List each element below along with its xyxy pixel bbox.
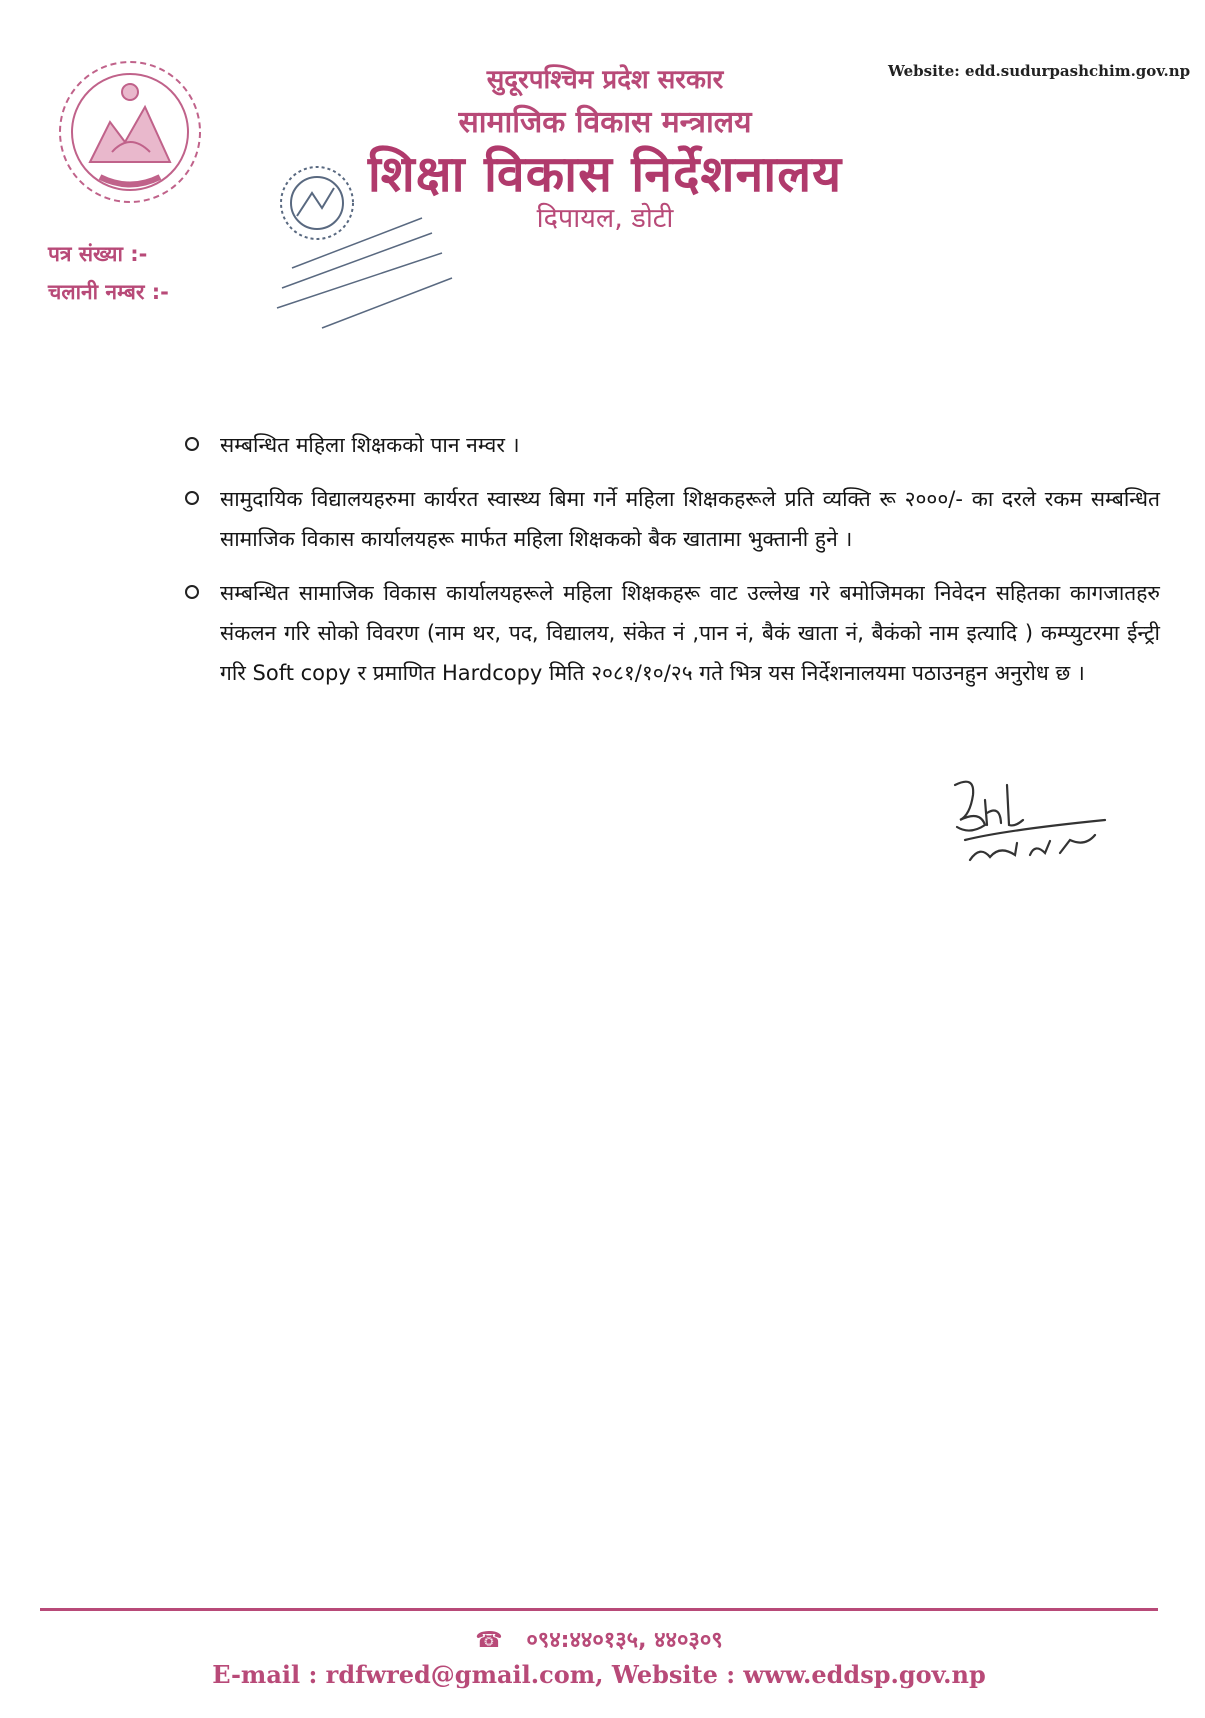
circle-bullet-icon bbox=[185, 437, 199, 451]
footer-phone-number: ०९४:४४०१३५, ४४०३०९ bbox=[526, 1628, 723, 1653]
list-item-text: सम्बन्धित महिला शिक्षकको पान नम्वर । bbox=[220, 433, 520, 457]
list-item-text: सम्बन्धित सामाजिक विकास कार्यालयहरूले महिला शिक्षकहरू वाट उल्लेख गरे बमोजिमका निवेदन सहितका कागजातहरु संकलन गरि सोको विवरण (नाम थर, पद, विद्यालय, संकेत नं ,पान नं, बैकं खाता नं, बैकंको नाम इत्यादि ) कम्प्युटरमा ईन्ट्री गरि Soft copy र प्रमाणित Hardcopy मिति २०८१/१०/२५ गते भित्र यस निर्देशनालयमा पठाउनहुन अनुरोध छ । bbox=[220, 581, 1160, 685]
reference-number-label: पत्र संख्या :- bbox=[48, 242, 148, 266]
footer-divider bbox=[40, 1608, 1158, 1611]
footer-phone bbox=[40, 1624, 1158, 1654]
letterhead-ministry: सामाजिक विकास मन्त्रालय bbox=[458, 105, 752, 140]
dispatch-number-label: चलानी नम्बर :- bbox=[48, 280, 169, 304]
nepal-government-emblem-icon bbox=[50, 52, 210, 212]
letterhead-directorate: शिक्षा विकास निर्देशनालय bbox=[367, 145, 843, 203]
circle-bullet-icon bbox=[185, 491, 199, 505]
footer-contact: E-mail : rdfwred@gmail.com, Website : www.eddsp.gov.np bbox=[212, 1660, 986, 1689]
header-website: Website: edd.sudurpashchim.gov.np bbox=[888, 62, 1191, 80]
list-item bbox=[185, 573, 1160, 693]
telephone-icon: ☎ bbox=[475, 1628, 503, 1653]
letter-body bbox=[185, 425, 1160, 707]
letterhead-location: दिपायल, डोटी bbox=[536, 203, 674, 234]
letterhead-province: सुदूरपश्चिम प्रदेश सरकार bbox=[486, 65, 724, 95]
office-seal-stamp-icon bbox=[262, 158, 462, 338]
list-item bbox=[185, 425, 1160, 465]
handwritten-signature-icon bbox=[945, 765, 1125, 875]
list-item bbox=[185, 479, 1160, 559]
circle-bullet-icon bbox=[185, 585, 199, 599]
list-item-text: सामुदायिक विद्यालयहरुमा कार्यरत स्वास्थ्य बिमा गर्ने महिला शिक्षकहरूले प्रति व्यक्ति रू २०००/- का दरले रकम सम्बन्धित सामाजिक विकास कार्यालयहरू मार्फत महिला शिक्षकको बैक खातामा भुक्तानी हुने । bbox=[220, 487, 1160, 551]
